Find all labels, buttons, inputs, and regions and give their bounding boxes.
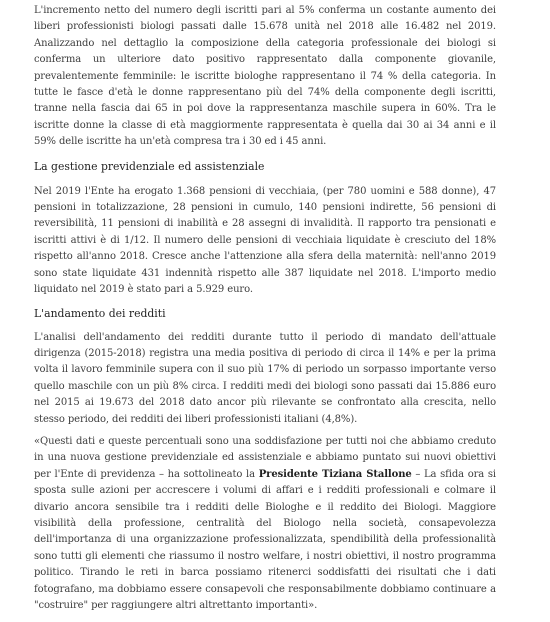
paragraph-income: L'analisi dell'andamento dei redditi durante tutto il periodo di mandato dell'attuale dirigenza (2015-2018) registra una media positiva di periodo di circa il 14% e per la prima volta il lavoro femminile supera con il suo più 17% di periodo un sorpasso importante verso quello maschile con un più 8% circa. I redditi medi dei biologi sono passati dai 15.886 euro nel 2015 ai 19.673 del 2018 dato ancor più rilevante se confrontato alla crescita, nello stesso periodo, dei redditi dei liberi professionisti italiani (4,8%). [34, 331, 496, 425]
article-body [34, 3, 496, 614]
president-name: Presidente Tiziana Stallone [258, 468, 412, 480]
section-heading-income-trend: L'andamento dei redditi [34, 306, 166, 320]
section-heading-pension-management: La gestione previdenziale ed assistenziale [34, 159, 265, 173]
quote-text-before: «Questi dati e queste percentuali sono una soddisfazione per tutti noi che abbiamo creduto in una nuova gestione previdenziale ed assistenziale e abbiamo puntato sui nuovi obiettivi per l'Ente di previdenza – ha sottolineato la [34, 435, 496, 480]
paragraph-pensions: Nel 2019 l'Ente ha erogato 1.368 pensioni di vecchiaia, (per 780 uomini e 588 donne), 47 pensioni in totalizzazione, 28 pensioni in cumulo, 140 pensioni indirette, 56 pensioni di reversibilità, 11 pensioni di inabilità e 28 assegni di invalidità. Il rapporto tra pensionati e iscritti attivi è di 1/12. Il numero delle pensioni di vecchiaia liquidate è cresciuto del 18% rispetto all'anno 2018. Cresce anche l'attenzione alla sfera della maternità: nell'anno 2019 sono state liquidate 431 indennità rispetto alle 387 liquidate nel 2018. L'importo medio liquidato nel 2019 è stato pari a 5.929 euro. [34, 185, 496, 296]
quote-text-after: – La sfida ora si sposta sulle azioni per accrescere i volumi di affari e i redditi professionali e colmare il divario ancora sensibile tra i redditi delle Biologhe e il reddito dei Biologi. Maggiore visibilità della professione, centralità del Biologo nella società, consapevolezza dell'importanza di una organizzazione professionalizzata, spendibilità della professionalità sono tutti gli elementi che riassumo il nostro welfare, i nostri obiettivi, il nostro programma politico. Tirando le reti in barca possiamo ritenerci soddisfatti dei risultati che i dati fotografano, ma dobbiamo essere consapevoli che responsabilmente dobbiamo continuare a "costruire" per raggiungere altri altrettanto importanti». [34, 468, 497, 611]
paragraph-membership: L'incremento netto del numero degli iscritti pari al 5% conferma un costante aumento dei liberi professionisti biologi passati dalle 15.678 unità nel 2018 alle 16.482 nel 2019. Analizzando nel dettaglio la composizione della categoria professionale dei biologi si conferma un ulteriore dato positivo rappresentato dalla componente giovanile, prevalentemente femminile: le iscritte biologhe rappresentano il 74 % della categoria. In tutte le fasce d'età le donne rappresentano più del 74% della componente degli iscritti, tranne nella fascia dai 65 in poi dove la rappresentanza maschile supera in 60%. Tra le iscritte donne la classe di età maggiormente rappresentata è quella dai 30 ai 34 anni e il 59% delle iscritte ha un'età compresa tra i 30 ed i 45 anni. [34, 5, 496, 148]
paragraph-president-quote [34, 434, 496, 614]
